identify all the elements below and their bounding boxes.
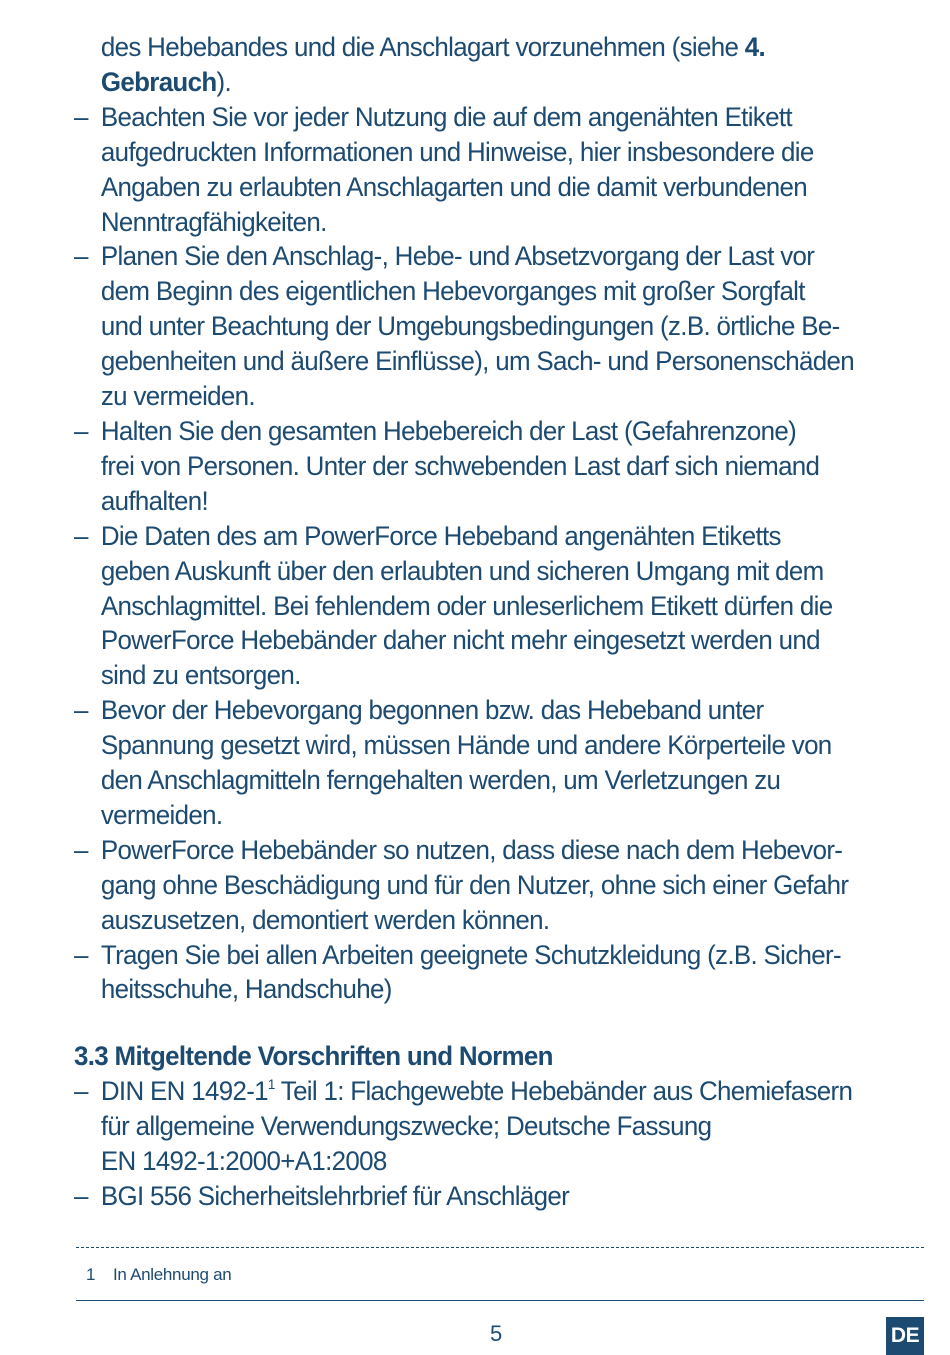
page-body [74, 30, 890, 1214]
dash-marker: – [74, 1076, 88, 1107]
crossref-title: Gebrauch [100, 66, 217, 97]
footnote-number: 1 [86, 1265, 96, 1284]
dash-marker: – [74, 695, 88, 726]
bullet-text: Planen Sie den Anschlag-, Hebe- und Absetzvorgang der Last vor [100, 241, 815, 272]
bullet-text: gang ohne Beschädigung und für den Nutzer, ohne sich einer Gefahr [100, 869, 849, 900]
bullet-text: vermeiden. [100, 799, 223, 830]
bullet-line [74, 658, 890, 693]
bullet-line [74, 449, 890, 484]
bullet-text: den Anschlagmitteln ferngehalten werden, um Verletzungen zu [100, 765, 781, 796]
bullet-line [74, 414, 890, 449]
bullet-line [74, 484, 890, 519]
bullet-line [74, 239, 890, 274]
bullet-text: Bevor der Hebevorgang begonnen bzw. das Hebeband unter [100, 695, 764, 726]
bullet-line [74, 135, 890, 170]
bullet-line [74, 205, 890, 240]
bullet-text: auszusetzen, demontiert werden können. [100, 904, 550, 935]
bullet-text: PowerForce Hebebänder so nutzen, dass diese nach dem Hebevor- [100, 834, 843, 865]
safety-bullet-list [74, 100, 890, 1008]
bullet-line [74, 798, 890, 833]
bullet-text: und unter Beachtung der Umgebungsbedingungen (z.B. örtliche Be- [100, 311, 840, 342]
intro-line-1 [74, 30, 890, 65]
bullet-text: gebenheiten und äußere Einflüsse), um Sach- und Personenschäden [100, 346, 854, 377]
bullet-text: Halten Sie den gesamten Hebebereich der Last (Gefahrenzone) [100, 415, 797, 446]
bullet-line [74, 938, 890, 973]
dash-marker: – [74, 101, 88, 132]
bullet-text: zu vermeiden. [100, 381, 255, 412]
bullet-text: geben Auskunft über den erlaubten und sicheren Umgang mit dem [100, 555, 824, 586]
bullet-line [74, 763, 890, 798]
footnote [86, 1265, 231, 1285]
bullet-line [74, 833, 890, 868]
bullet-text: sind zu entsorgen. [100, 660, 301, 691]
bullet-line [74, 903, 890, 938]
norm-item-1-line-3: EN 1492-1:2000+A1:2008 [100, 1146, 387, 1177]
bullet-line [74, 693, 890, 728]
norm-item-1 [74, 1074, 890, 1109]
bullet-text: Anschlagmittel. Bei fehlendem oder unleserlichem Etikett dürfen die [100, 590, 833, 621]
dash-marker: – [74, 834, 88, 865]
bullet-line [74, 868, 890, 903]
bullet-text: Angaben zu erlaubten Anschlagarten und die damit verbundenen [100, 171, 808, 202]
bullet-text: Nenntragfähigkeiten. [100, 206, 327, 237]
bullet-line [74, 100, 890, 135]
bullet-line [74, 309, 890, 344]
bullet-text: aufgedruckten Informationen und Hinweise, hier insbesondere die [100, 136, 814, 167]
bullet-text: dem Beginn des eigentlichen Hebevorganges mit großer Sorgfalt [100, 276, 805, 307]
norm-text: BGI 556 Sicherheitslehrbrief für Anschläger [100, 1181, 570, 1211]
norm-text: Teil 1: Flachgewebte Hebebänder aus Chemiefasern [274, 1076, 853, 1107]
bullet-text: aufhalten! [100, 485, 209, 516]
bullet-line [74, 728, 890, 763]
footnote-separator [76, 1247, 924, 1248]
bullet-line [74, 274, 890, 309]
section-heading: 3.3 Mitgeltende Vorschriften und Normen [74, 1041, 553, 1072]
intro-text: des Hebebandes und die Anschlagart vorzunehmen (siehe [100, 32, 745, 62]
norm-code: DIN EN 1492-1 [100, 1076, 268, 1107]
bullet-text: Tragen Sie bei allen Arbeiten geeignete Schutzkleidung (z.B. Sicher- [100, 939, 841, 970]
bullet-text: Die Daten des am PowerForce Hebeband angenähten Etiketts [100, 520, 781, 551]
footnote-text: In Anlehnung an [113, 1265, 232, 1284]
dash-marker: – [74, 1181, 88, 1211]
bullet-text: frei von Personen. Unter der schwebenden Last darf sich niemand [100, 450, 820, 481]
language-badge: DE [886, 1317, 924, 1355]
bullet-line [74, 519, 890, 554]
footnote-ref: 1 [267, 1076, 275, 1093]
crossref-number: 4. [744, 32, 766, 62]
bullet-text: heitsschuhe, Handschuhe) [100, 974, 392, 1005]
norm-item-2 [74, 1179, 890, 1214]
dash-marker: – [74, 520, 88, 551]
bullet-line [74, 589, 890, 624]
dash-marker: – [74, 415, 88, 446]
intro-line-2 [74, 65, 890, 100]
norm-item-1-line-2: für allgemeine Verwendungszwecke; Deutsche Fassung [100, 1111, 712, 1142]
dash-marker: – [74, 241, 88, 272]
footer-rule [76, 1300, 924, 1301]
bullet-line [74, 344, 890, 379]
bullet-line [74, 972, 890, 1007]
bullet-line [74, 554, 890, 589]
bullet-text: Beachten Sie vor jeder Nutzung die auf dem angenähten Etikett [100, 101, 792, 132]
bullet-text: Spannung gesetzt wird, müssen Hände und andere Körperteile von [100, 730, 832, 761]
bullet-line [74, 623, 890, 658]
bullet-line [74, 170, 890, 205]
bullet-line [74, 379, 890, 414]
page-number: 5 [490, 1321, 503, 1346]
dash-marker: – [74, 939, 88, 970]
intro-tail: ). [216, 66, 231, 97]
bullet-text: PowerForce Hebebänder daher nicht mehr eingesetzt werden und [100, 625, 820, 656]
